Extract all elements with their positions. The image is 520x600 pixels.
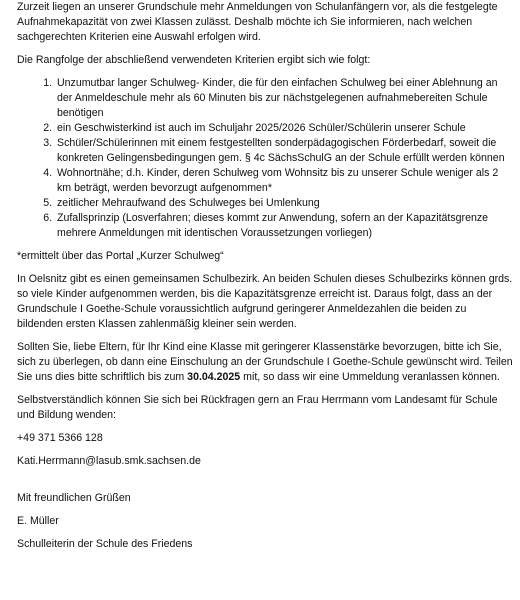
criterion-item: 6. Zufallsprinzip (Losverfahren; dieses kommt zur Anwendung, sofern an der Kapazitätsgrenze mehrere Anmeldungen mit identischen Voraussetzungen vorliegen) bbox=[55, 211, 513, 241]
ranking-intro: Die Rangfolge der abschließend verwendeten Kriterien ergibt sich wie folgt: bbox=[17, 54, 371, 66]
footnote: *ermittelt über das Portal „Kurzer Schulweg“ bbox=[17, 250, 224, 262]
spacer bbox=[17, 477, 513, 491]
signer-title: Schulleiterin der Schule des Friedens bbox=[17, 538, 193, 550]
criterion-item: 4. Wohnortnähe; d.h. Kinder, deren Schulweg vom Wohnsitz bis zu unserer Schule weniger als 2 km beträgt, werden bevorzugt aufgenommen* bbox=[55, 166, 513, 196]
criterion-item: 2. ein Geschwisterkind ist auch im Schuljahr 2025/2026 Schüler/Schülerin unserer Schule bbox=[55, 121, 513, 136]
parents-paragraph bbox=[17, 340, 513, 385]
parents-text-before: Sollten Sie, liebe Eltern, für Ihr Kind eine Klasse mit geringerer Klassenstärke bevorzugen, bitte ich Sie, sich zu überlegen, ob dann eine Einschulung an der Grundschule I Goethe-Schule gewünscht wird. Teilen Sie uns dies bitte schriftlich bis zum bbox=[17, 341, 513, 383]
deadline-date: 30.04.2025 bbox=[187, 371, 241, 383]
contact-paragraph: Selbstverständlich können Sie sich bei Rückfragen gern an Frau Herrmann vom Landesamt für Schule und Bildung wenden: bbox=[17, 394, 498, 421]
signer-name: E. Müller bbox=[17, 515, 59, 527]
email-address: Kati.Herrmann@lasub.smk.sachsen.de bbox=[17, 455, 201, 467]
intro-paragraph: Zurzeit liegen an unserer Grundschule mehr Anmeldungen von Schulanfängern vor, als die festgelegte Aufnahmekapazität von zwei Klassen zulässt. Deshalb möchte ich Sie informieren, nach welchen sachgerechten Kriterien eine Auswahl erfolgen wird. bbox=[17, 1, 498, 43]
criterion-item: 1. Unzumutbar langer Schulweg- Kinder, die für den einfachen Schulweg bei einer Ablehnung an der Anmeldeschule mehr als 60 Minuten bis zur nächstgelegenen aufnahmebereiten Schule benötigen bbox=[55, 76, 513, 121]
district-paragraph: In Oelsnitz gibt es einen gemeinsamen Schulbezirk. An beiden Schulen dieses Schulbezirks können grds. so viele Kinder aufgenommen werden, bis die Kapazitätsgrenze erreicht ist. Daraus folgt, dass an der Grundschule I Goethe-Schule voraussichtlich aufgrund geringerer Anmeldezahlen die beiden zu bildenden ersten Klassen zahlenmäßig kleiner sein werden. bbox=[17, 273, 513, 330]
criterion-item: 5. zeitlicher Mehraufwand des Schulweges bei Umlenkung bbox=[55, 196, 513, 211]
closing-greeting: Mit freundlichen Grüßen bbox=[17, 492, 131, 504]
phone-number: +49 371 5366 128 bbox=[17, 432, 103, 444]
parents-text-after: mit, so dass wir eine Ummeldung veranlassen können. bbox=[240, 371, 500, 383]
criterion-item: 3. Schüler/Schülerinnen mit einem festgestellten sonderpädagogischen Förderbedarf, soweit die konkreten Gelingensbedingungen gem. § 4c SächsSchulG an der Schule erfüllt werden können bbox=[55, 136, 513, 166]
criteria-list bbox=[17, 76, 513, 241]
letter-body bbox=[17, 0, 513, 560]
